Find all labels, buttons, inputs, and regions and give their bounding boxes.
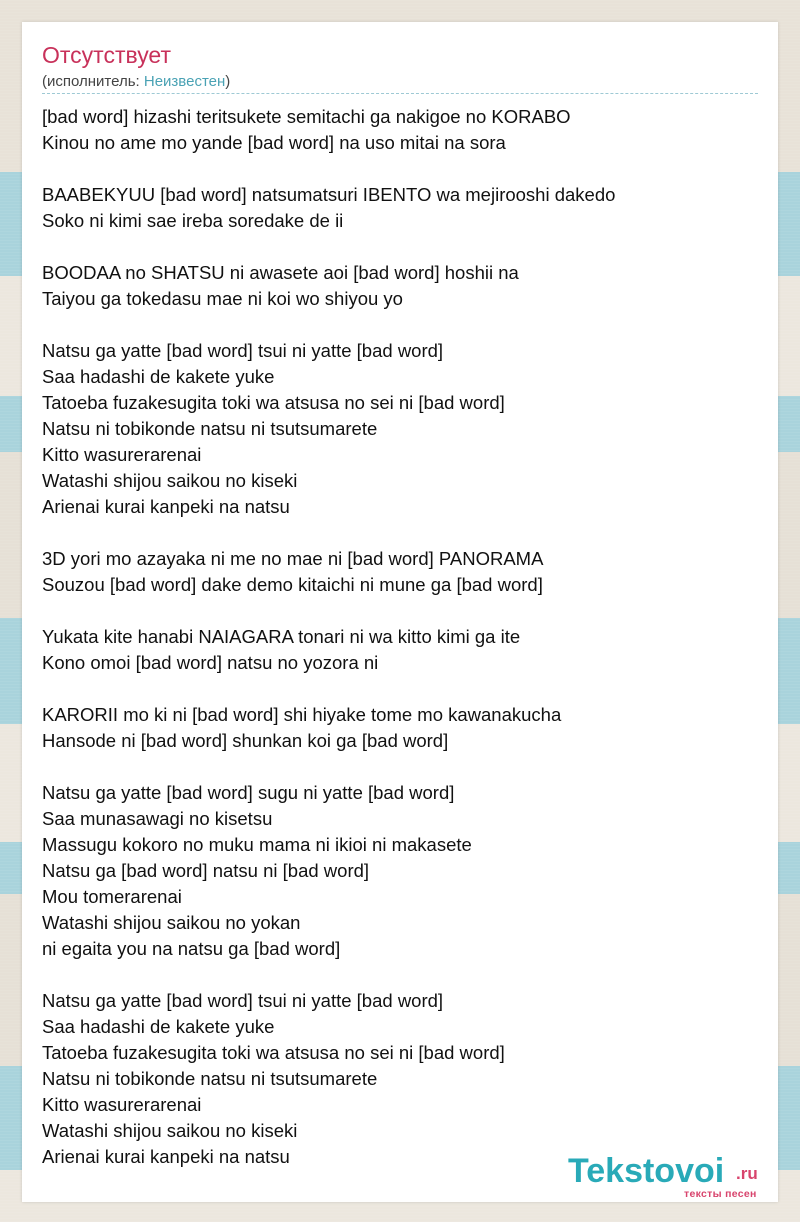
lyric-line: Tatoeba fuzakesugita toki wa atsusa no sei ni [bad word] [42, 392, 505, 413]
lyric-line: Souzou [bad word] dake demo kitaichi ni mune ga [bad word] [42, 574, 543, 595]
lyric-line: Massugu kokoro no muku mama ni ikioi ni makasete [42, 834, 472, 855]
lyric-line: Kono omoi [bad word] natsu no yozora ni [42, 652, 379, 673]
artist-suffix: ) [225, 73, 231, 90]
lyric-line: Natsu ni tobikonde natsu ni tsutsumarete [42, 418, 378, 439]
logo-tagline: тексты песен [684, 1188, 757, 1200]
lyric-line: Kinou no ame mo yande [bad word] na uso mitai na sora [42, 132, 506, 153]
lyric-line: Kitto wasurerarenai [42, 1094, 202, 1115]
logo-tld: .ru [736, 1164, 758, 1183]
lyric-line: Saa munasawagi no kisetsu [42, 808, 273, 829]
artist-prefix: (исполнитель: [42, 73, 144, 90]
lyric-line: ni egaita you na natsu ga [bad word] [42, 938, 341, 959]
lyric-line: Natsu ga yatte [bad word] tsui ni yatte [bad word] [42, 990, 444, 1011]
lyric-line: Watashi shijou saikou no kiseki [42, 470, 298, 491]
stanza-gap [42, 156, 758, 182]
lyric-line: Watashi shijou saikou no kiseki [42, 1120, 298, 1141]
artist-link[interactable]: Неизвестен [143, 73, 226, 90]
stanza-gap [42, 234, 758, 260]
lyric-line: Yukata kite hanabi NAIAGARA tonari ni wa kitto kimi ga ite [42, 626, 521, 647]
stanza-gap [42, 312, 758, 338]
stanza-gap [42, 520, 758, 546]
lyrics-card [22, 22, 778, 1202]
site-logo[interactable] [568, 1152, 778, 1202]
lyric-line: Mou tomerarenai [42, 886, 182, 907]
artist-line [42, 73, 758, 94]
stanza-gap [42, 754, 758, 780]
lyric-line: Hansode ni [bad word] shunkan koi ga [bad word] [42, 730, 449, 751]
stanza-gap [42, 598, 758, 624]
lyric-line: Saa hadashi de kakete yuke [42, 366, 275, 387]
lyric-line: Tatoeba fuzakesugita toki wa atsusa no sei ni [bad word] [42, 1042, 505, 1063]
lyric-line: Kitto wasurerarenai [42, 444, 202, 465]
lyric-line: 3D yori mo azayaka ni me no mae ni [bad word] PANORAMA [42, 548, 544, 569]
lyric-line: Natsu ga [bad word] natsu ni [bad word] [42, 860, 370, 881]
lyric-line: Taiyou ga tokedasu mae ni koi wo shiyou yo [42, 288, 403, 309]
lyric-line: BOODAA no SHATSU ni awasete aoi [bad word] hoshii na [42, 262, 519, 283]
lyric-line: Natsu ga yatte [bad word] tsui ni yatte [bad word] [42, 340, 444, 361]
stanza-gap [42, 962, 758, 988]
song-title: Отсутствует [42, 42, 171, 68]
lyrics-body [42, 104, 758, 1170]
stanza-gap [42, 676, 758, 702]
lyric-line: [bad word] hizashi teritsukete semitachi ga nakigoe no KORABO [42, 106, 571, 127]
lyric-line: Watashi shijou saikou no yokan [42, 912, 301, 933]
logo-brand: Tekstovoi [568, 1152, 725, 1190]
lyric-line: Saa hadashi de kakete yuke [42, 1016, 275, 1037]
lyric-line: Arienai kurai kanpeki na natsu [42, 1146, 290, 1167]
lyric-line: Natsu ga yatte [bad word] sugu ni yatte [bad word] [42, 782, 455, 803]
lyric-line: Soko ni kimi sae ireba soredake de ii [42, 210, 344, 231]
lyric-line: BAABEKYUU [bad word] natsumatsuri IBENTO wa mejirooshi dakedo [42, 184, 616, 205]
lyric-line: KARORII mo ki ni [bad word] shi hiyake tome mo kawanakucha [42, 704, 562, 725]
lyric-line: Natsu ni tobikonde natsu ni tsutsumarete [42, 1068, 378, 1089]
lyric-line: Arienai kurai kanpeki na natsu [42, 496, 290, 517]
